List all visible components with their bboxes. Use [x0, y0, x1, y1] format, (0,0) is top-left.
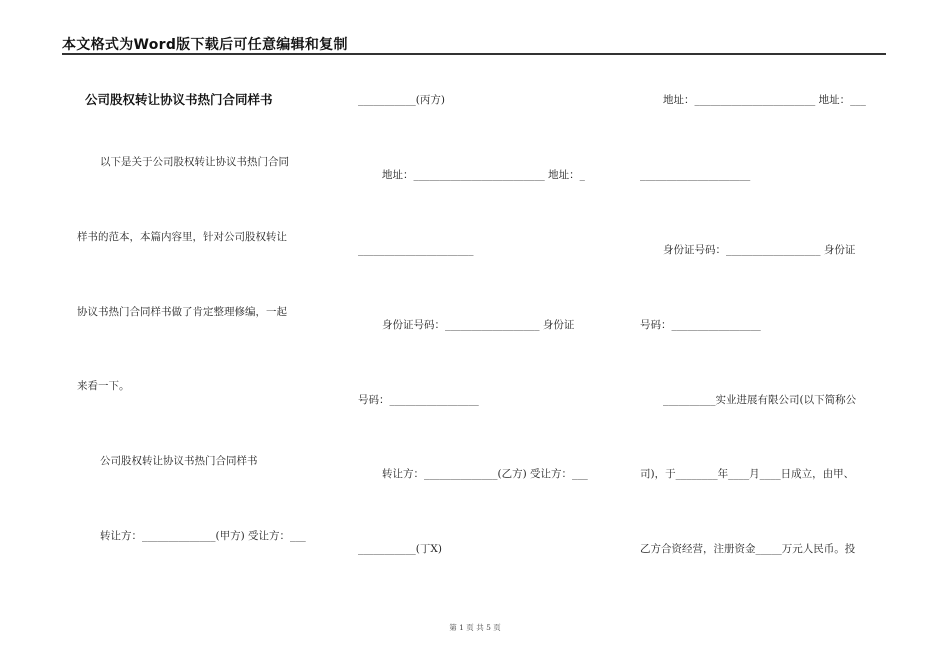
blank-line-2: _____________________ — [640, 169, 751, 181]
transferor-line: 转让方：______________(甲方) 受让方：___ — [100, 530, 306, 542]
transferor-b-line: 转让方：______________(乙方) 受让方：___ — [382, 468, 588, 480]
intro-line-2: 样书的范本，本篇内容里，针对公司股权转让 — [77, 231, 287, 243]
intro-line-3: 协议书热门合同样书做了肯定整理修编，一起 — [77, 306, 287, 318]
intro-line-1: 以下是关于公司股权转让协议书热门合同 — [100, 156, 289, 168]
intro-line-4: 来看一下。 — [77, 380, 130, 392]
header-divider — [62, 53, 886, 55]
header-banner: 本文格式为Word版下载后可任意编辑和复制 — [62, 37, 348, 53]
id-number-cont-line: 号码：_________________ — [358, 394, 479, 406]
document-title: 公司股权转让协议书热门合同样书 — [85, 92, 273, 107]
party-d-line: ___________(丁X) — [358, 543, 442, 555]
company-line: __________实业进展有限公司(以下简称公 — [663, 394, 857, 406]
id-number-cont-line-2: 号码：_________________ — [640, 319, 761, 331]
section-heading: 公司股权转让协议书热门合同样书 — [100, 455, 258, 467]
capital-line: 乙方合资经营，注册资金_____万元人民币。投 — [640, 543, 856, 555]
address-line-2: 地址：_______________________ 地址：___ — [663, 94, 866, 106]
address-line: 地址：_________________________ 地址：_ — [382, 169, 585, 181]
id-number-line-2: 身份证号码：__________________ 身份证 — [663, 244, 856, 256]
party-c-line: ___________(丙方) — [358, 94, 445, 106]
page-number: 第 1 页 共 5 页 — [449, 623, 501, 632]
blank-line: ______________________ — [358, 244, 474, 256]
id-number-line: 身份证号码：__________________ 身份证 — [382, 319, 575, 331]
established-line: 司)，于________年____月____日成立，由甲、 — [640, 468, 855, 480]
